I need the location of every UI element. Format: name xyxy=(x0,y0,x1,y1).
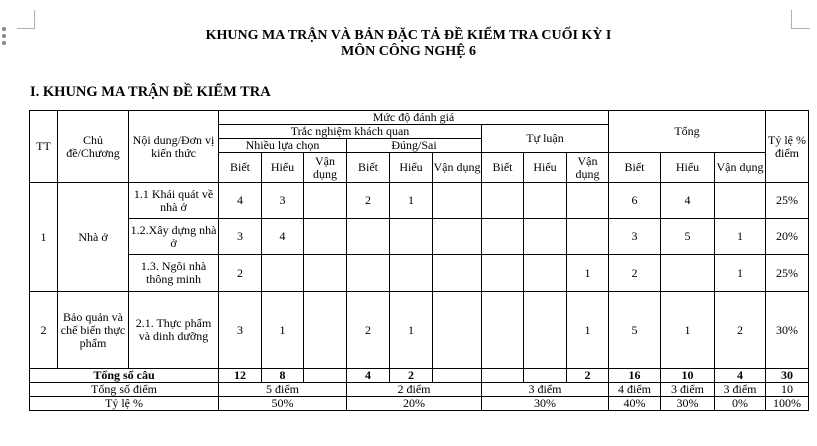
cell-mc-vd xyxy=(304,255,347,292)
cell-ds-biet: 2 xyxy=(347,183,390,219)
header-tong: Tổng xyxy=(609,111,766,153)
cell-t-hieu xyxy=(661,255,715,292)
total-tl-vd: 2 xyxy=(567,369,609,383)
cell-mc-biet: 4 xyxy=(219,183,262,219)
cell-noi-dung: 1.1 Khái quát về nhà ở xyxy=(129,183,219,219)
cell-ds-hieu xyxy=(390,219,433,255)
table-row xyxy=(30,292,809,369)
header-dung-sai: Đúng/Sai xyxy=(347,139,482,153)
cell-ty-le: 25% xyxy=(766,183,809,219)
total-mc-biet: 12 xyxy=(219,369,262,383)
cell-mc-biet: 3 xyxy=(219,292,262,369)
header-ds-van-dung: Vận dụng xyxy=(433,153,482,183)
pct-tu-luan: 30% xyxy=(482,397,609,411)
points-t-hieu: 3 điểm xyxy=(661,383,715,397)
header-row-1 xyxy=(30,111,809,125)
cell-tl-hieu xyxy=(524,255,567,292)
pct-t-hieu: 30% xyxy=(661,397,715,411)
header-tl-van-dung: Vận dụng xyxy=(567,153,609,183)
header-tl-biet: Biết xyxy=(482,153,524,183)
header-t-biet: Biết xyxy=(609,153,661,183)
cell-ds-hieu xyxy=(390,255,433,292)
header-tl-hieu: Hiểu xyxy=(524,153,567,183)
cell-chu-de: Nhà ở xyxy=(58,183,129,292)
total-tl-biet xyxy=(482,369,524,383)
cell-t-vd xyxy=(715,183,766,219)
header-muc-do-danh-gia: Mức độ đánh giá xyxy=(219,111,609,125)
pct-t-vd: 0% xyxy=(715,397,766,411)
pct-dung-sai: 20% xyxy=(347,397,482,411)
cell-mc-hieu xyxy=(262,255,304,292)
total-ds-biet: 4 xyxy=(347,369,390,383)
header-mc-hieu: Hiểu xyxy=(262,153,304,183)
total-ds-vd xyxy=(433,369,482,383)
cell-mc-hieu: 4 xyxy=(262,219,304,255)
table-row xyxy=(30,183,809,219)
percentage-row xyxy=(30,397,809,411)
cell-ds-vd xyxy=(433,183,482,219)
cell-t-biet: 3 xyxy=(609,219,661,255)
cell-mc-biet: 2 xyxy=(219,255,262,292)
points-tu-luan: 3 điểm xyxy=(482,383,609,397)
cell-ds-vd xyxy=(433,255,482,292)
cell-t-vd: 1 xyxy=(715,219,766,255)
cell-tl-vd: 1 xyxy=(567,255,609,292)
total-t-vd: 4 xyxy=(715,369,766,383)
header-chu-de: Chủ đề/Chương xyxy=(58,111,129,183)
total-questions: 30 xyxy=(766,369,809,383)
cell-t-biet: 6 xyxy=(609,183,661,219)
total-mc-vd xyxy=(304,369,347,383)
table-row xyxy=(30,219,809,255)
total-t-hieu: 10 xyxy=(661,369,715,383)
cell-ds-biet xyxy=(347,255,390,292)
header-trac-nghiem: Trắc nghiệm khách quan xyxy=(219,125,482,139)
cell-t-biet: 2 xyxy=(609,255,661,292)
points-t-biet: 4 điểm xyxy=(609,383,661,397)
cell-ds-biet xyxy=(347,219,390,255)
cell-tl-vd xyxy=(567,219,609,255)
cell-mc-hieu: 1 xyxy=(262,292,304,369)
cell-mc-vd xyxy=(304,183,347,219)
points-t-vd: 3 điểm xyxy=(715,383,766,397)
cell-tl-hieu xyxy=(524,292,567,369)
pct-nhieu-lua-chon: 50% xyxy=(219,397,347,411)
header-ds-hieu: Hiểu xyxy=(390,153,433,183)
cell-tl-vd xyxy=(567,183,609,219)
total-mc-hieu: 8 xyxy=(262,369,304,383)
total-t-biet: 16 xyxy=(609,369,661,383)
page-corner-mark-top-left xyxy=(17,10,35,29)
header-ds-biet: Biết xyxy=(347,153,390,183)
cell-noi-dung: 1.2.Xây dựng nhà ở xyxy=(129,219,219,255)
cell-ds-vd xyxy=(433,292,482,369)
total-questions-label: Tổng số câu xyxy=(30,369,219,383)
points-total: 10 xyxy=(766,383,809,397)
section-heading: I. KHUNG MA TRẬN ĐỀ KIỂM TRA xyxy=(30,84,271,100)
cell-ds-vd xyxy=(433,219,482,255)
cell-ds-hieu: 1 xyxy=(390,292,433,369)
cell-tl-hieu xyxy=(524,219,567,255)
cell-mc-vd xyxy=(304,219,347,255)
cell-tl-biet xyxy=(482,255,524,292)
cell-tl-hieu xyxy=(524,183,567,219)
cell-chu-de: Bảo quản và chế biến thực phẩm xyxy=(58,292,129,369)
total-points-row xyxy=(30,383,809,397)
cell-mc-hieu: 3 xyxy=(262,183,304,219)
header-ty-le: Tỷ lệ % điểm xyxy=(766,111,809,183)
cell-tt: 2 xyxy=(30,292,58,369)
header-t-van-dung: Vận dụng xyxy=(715,153,766,183)
cell-tl-vd: 1 xyxy=(567,292,609,369)
header-nhieu-lua-chon: Nhiều lựa chọn xyxy=(219,139,347,153)
cell-mc-biet: 3 xyxy=(219,219,262,255)
total-ds-hieu: 2 xyxy=(390,369,433,383)
cell-tt: 1 xyxy=(30,183,58,292)
header-mc-van-dung: Vận dụng xyxy=(304,153,347,183)
cell-t-vd: 2 xyxy=(715,292,766,369)
cell-t-hieu: 4 xyxy=(661,183,715,219)
cell-ty-le: 30% xyxy=(766,292,809,369)
cell-t-biet: 5 xyxy=(609,292,661,369)
document-title: KHUNG MA TRẬN VÀ BẢN ĐẶC TẢ ĐỀ KIỂM TRA CUỐI KỲ I xyxy=(205,28,612,43)
cell-t-hieu: 5 xyxy=(661,219,715,255)
assessment-matrix-table xyxy=(29,110,809,411)
percentage-label: Tỷ lệ % xyxy=(30,397,219,411)
header-noi-dung: Nội dung/Đơn vị kiến thức xyxy=(129,111,219,183)
table-row xyxy=(30,255,809,292)
cell-ty-le: 20% xyxy=(766,219,809,255)
total-points-label: Tổng số điểm xyxy=(30,383,219,397)
cell-noi-dung: 2.1. Thực phẩm và dinh dưỡng xyxy=(129,292,219,369)
header-t-hieu: Hiểu xyxy=(661,153,715,183)
cell-t-vd: 1 xyxy=(715,255,766,292)
cell-t-hieu: 1 xyxy=(661,292,715,369)
cell-mc-vd xyxy=(304,292,347,369)
pct-t-biet: 40% xyxy=(609,397,661,411)
total-questions-row xyxy=(30,369,809,383)
cell-ty-le: 25% xyxy=(766,255,809,292)
header-tu-luan: Tự luận xyxy=(482,125,609,153)
points-dung-sai: 2 điểm xyxy=(347,383,482,397)
cell-tl-biet xyxy=(482,219,524,255)
cell-tl-biet xyxy=(482,183,524,219)
header-tt: TT xyxy=(30,111,58,183)
cell-tl-biet xyxy=(482,292,524,369)
total-tl-hieu xyxy=(524,369,567,383)
points-nhieu-lua-chon: 5 điểm xyxy=(219,383,347,397)
pct-total: 100% xyxy=(766,397,809,411)
document-subtitle: MÔN CÔNG NGHỆ 6 xyxy=(341,44,476,59)
page-corner-mark-top-right xyxy=(791,10,810,29)
cell-noi-dung: 1.3. Ngôi nhà thông minh xyxy=(129,255,219,292)
header-mc-biet: Biết xyxy=(219,153,262,183)
cell-ds-biet: 2 xyxy=(347,292,390,369)
cell-ds-hieu: 1 xyxy=(390,183,433,219)
